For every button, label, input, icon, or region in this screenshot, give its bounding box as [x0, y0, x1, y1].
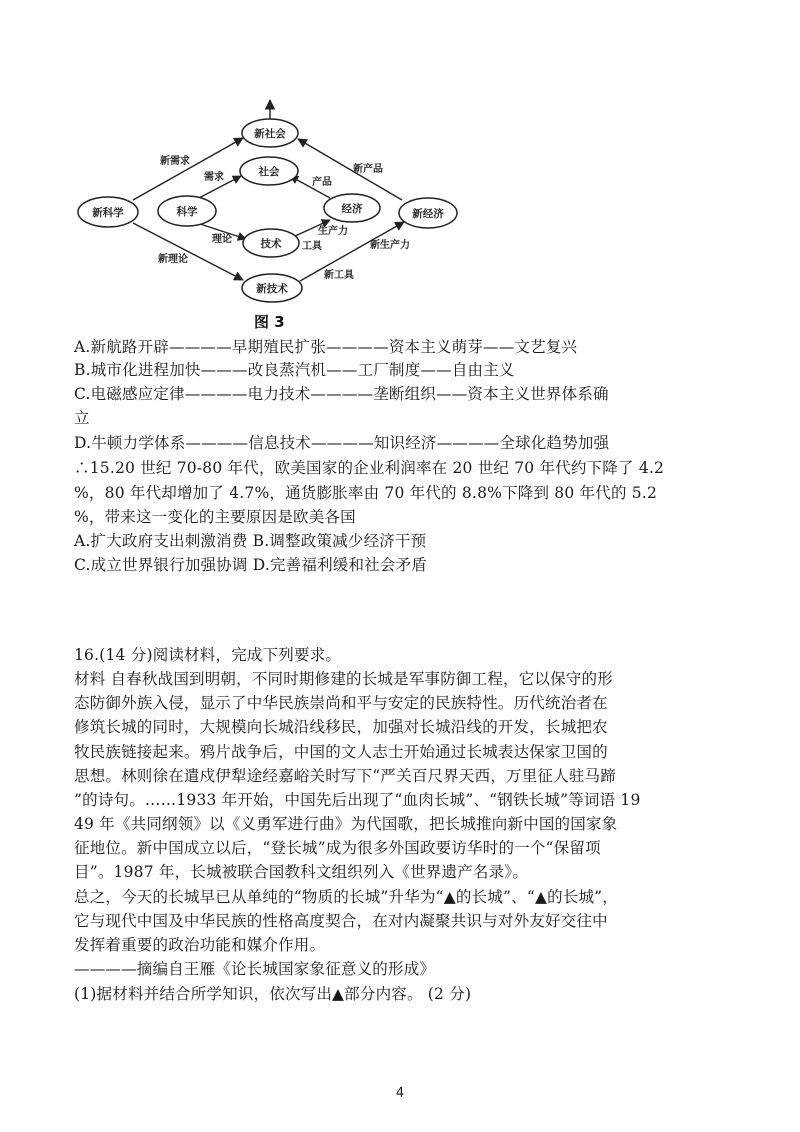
- material-line-6: ”的诗句。……1933 年开始，中国先后出现了“血肉长城”、“钢铁长城”等词语 19: [74, 791, 641, 809]
- figure-3-diagram: [60, 92, 510, 337]
- material-source: ————摘编自王雁《论长城国家象征意义的形成》: [74, 960, 436, 978]
- label-tools: 工具: [302, 241, 322, 252]
- label-product: 产品: [312, 177, 332, 188]
- question-15-options-ab: A.扩大政府支出刺激消费 B.调整政策减少经济干预: [74, 532, 427, 550]
- label-demand: 需求: [204, 172, 224, 183]
- option-a-q14: A.新航路开辟————早期殖民扩张————资本主义萌芽——文艺复兴: [74, 338, 578, 356]
- node-economy: 经济: [341, 203, 363, 215]
- node-technology: 技术: [260, 238, 282, 250]
- label-theory: 理论: [212, 234, 232, 245]
- question-16-part-1: (1)据材料并结合所学知识，依次写出▲部分内容。 (2 分): [74, 985, 472, 1003]
- material-line-1: 材料 自春秋战国到明朝，不同时期修建的长城是军事防御工程，它以保守的形: [74, 670, 613, 688]
- node-new-science: 新科学: [92, 207, 124, 219]
- material-line-12: 发挥着重要的政治功能和媒介作用。: [74, 936, 326, 954]
- node-new-technology: 新技术: [256, 283, 288, 295]
- option-d-q14: D.牛顿力学体系————信息技术————知识经济————全球化趋势加强: [74, 434, 610, 452]
- material-line-8: 征地位。新中国成立以后，“登长城”成为很多外国政要访华时的一个“保留项: [74, 839, 601, 857]
- option-b-q14: B.城市化进程加快———改良蒸汽机——工厂制度——自由主义: [74, 361, 515, 379]
- label-new-theory: 新理论: [158, 254, 188, 265]
- question-15-stem-line3: %，带来这一变化的主要原因是欧美各国: [74, 508, 356, 526]
- label-new-productivity: 新生产力: [370, 240, 410, 251]
- question-15-options-cd: C.成立世界银行加强协调 D.完善福利缓和社会矛盾: [74, 556, 427, 574]
- edge-new-demand: [133, 138, 243, 200]
- page-number: 4: [395, 1086, 405, 1101]
- label-new-product: 新产品: [353, 164, 383, 175]
- figure-caption: 图 3: [254, 313, 285, 331]
- option-c-q14-cont: 立: [74, 409, 90, 427]
- label-new-demand: 新需求: [160, 156, 190, 167]
- node-new-society: 新社会: [254, 128, 286, 140]
- option-c-q14: C.电磁感应定律————电力技术————垄断组织——资本主义世界体系确: [74, 385, 609, 403]
- material-line-2: 态防御外族入侵，显示了中华民族崇尚和平与安定的民族特性。历代统治者在: [74, 694, 608, 712]
- material-line-3: 修筑长城的同时，大规模向长城沿线移民，加强对长城沿线的开发，长城把农: [74, 718, 608, 736]
- question-16-heading: 16.(14 分)阅读材料，完成下列要求。: [74, 646, 342, 664]
- question-15-stem-line2: %，80 年代却增加了 4.7%，通货膨胀率由 70 年代的 8.8%下降到 80 年代的 5.2: [74, 484, 658, 502]
- material-line-10: 总之，今天的长城早已从单纯的“物质的长城”升华为“▲的长城”、“▲的长城”，: [74, 888, 618, 906]
- node-new-economy: 新经济: [412, 208, 444, 220]
- edge-new-theory: [133, 223, 243, 280]
- edge-new-product: [298, 139, 402, 200]
- material-line-4: 牧民族链接起来。鸦片战争后，中国的文人志士开始通过长城表达保家卫国的: [74, 743, 608, 761]
- label-new-tools: 新工具: [324, 270, 354, 281]
- label-productivity: 生产力: [318, 226, 348, 237]
- question-15-stem: ∴15.20 世纪 70-80 年代，欧美国家的企业利润率在 20 世纪 70 年代约下降了 4.2: [74, 459, 665, 477]
- node-society: 社会: [258, 166, 280, 178]
- material-line-11: 它与现代中国及中华民族的性格高度契合，在对内凝聚共识与对外友好交往中: [74, 912, 608, 930]
- node-science: 科学: [176, 206, 198, 218]
- material-line-9: 目”。1987 年，长城被联合国教科文组织列入《世界遗产名录》。: [74, 863, 528, 881]
- material-line-5: 思想。林则徐在遣戍伊犁途经嘉峪关时写下“严关百尺界天西，万里征人驻马蹄: [74, 767, 616, 785]
- material-line-7: 49 年《共同纲领》以《义勇军进行曲》为代国歌，把长城推向新中国的国家象: [74, 815, 618, 833]
